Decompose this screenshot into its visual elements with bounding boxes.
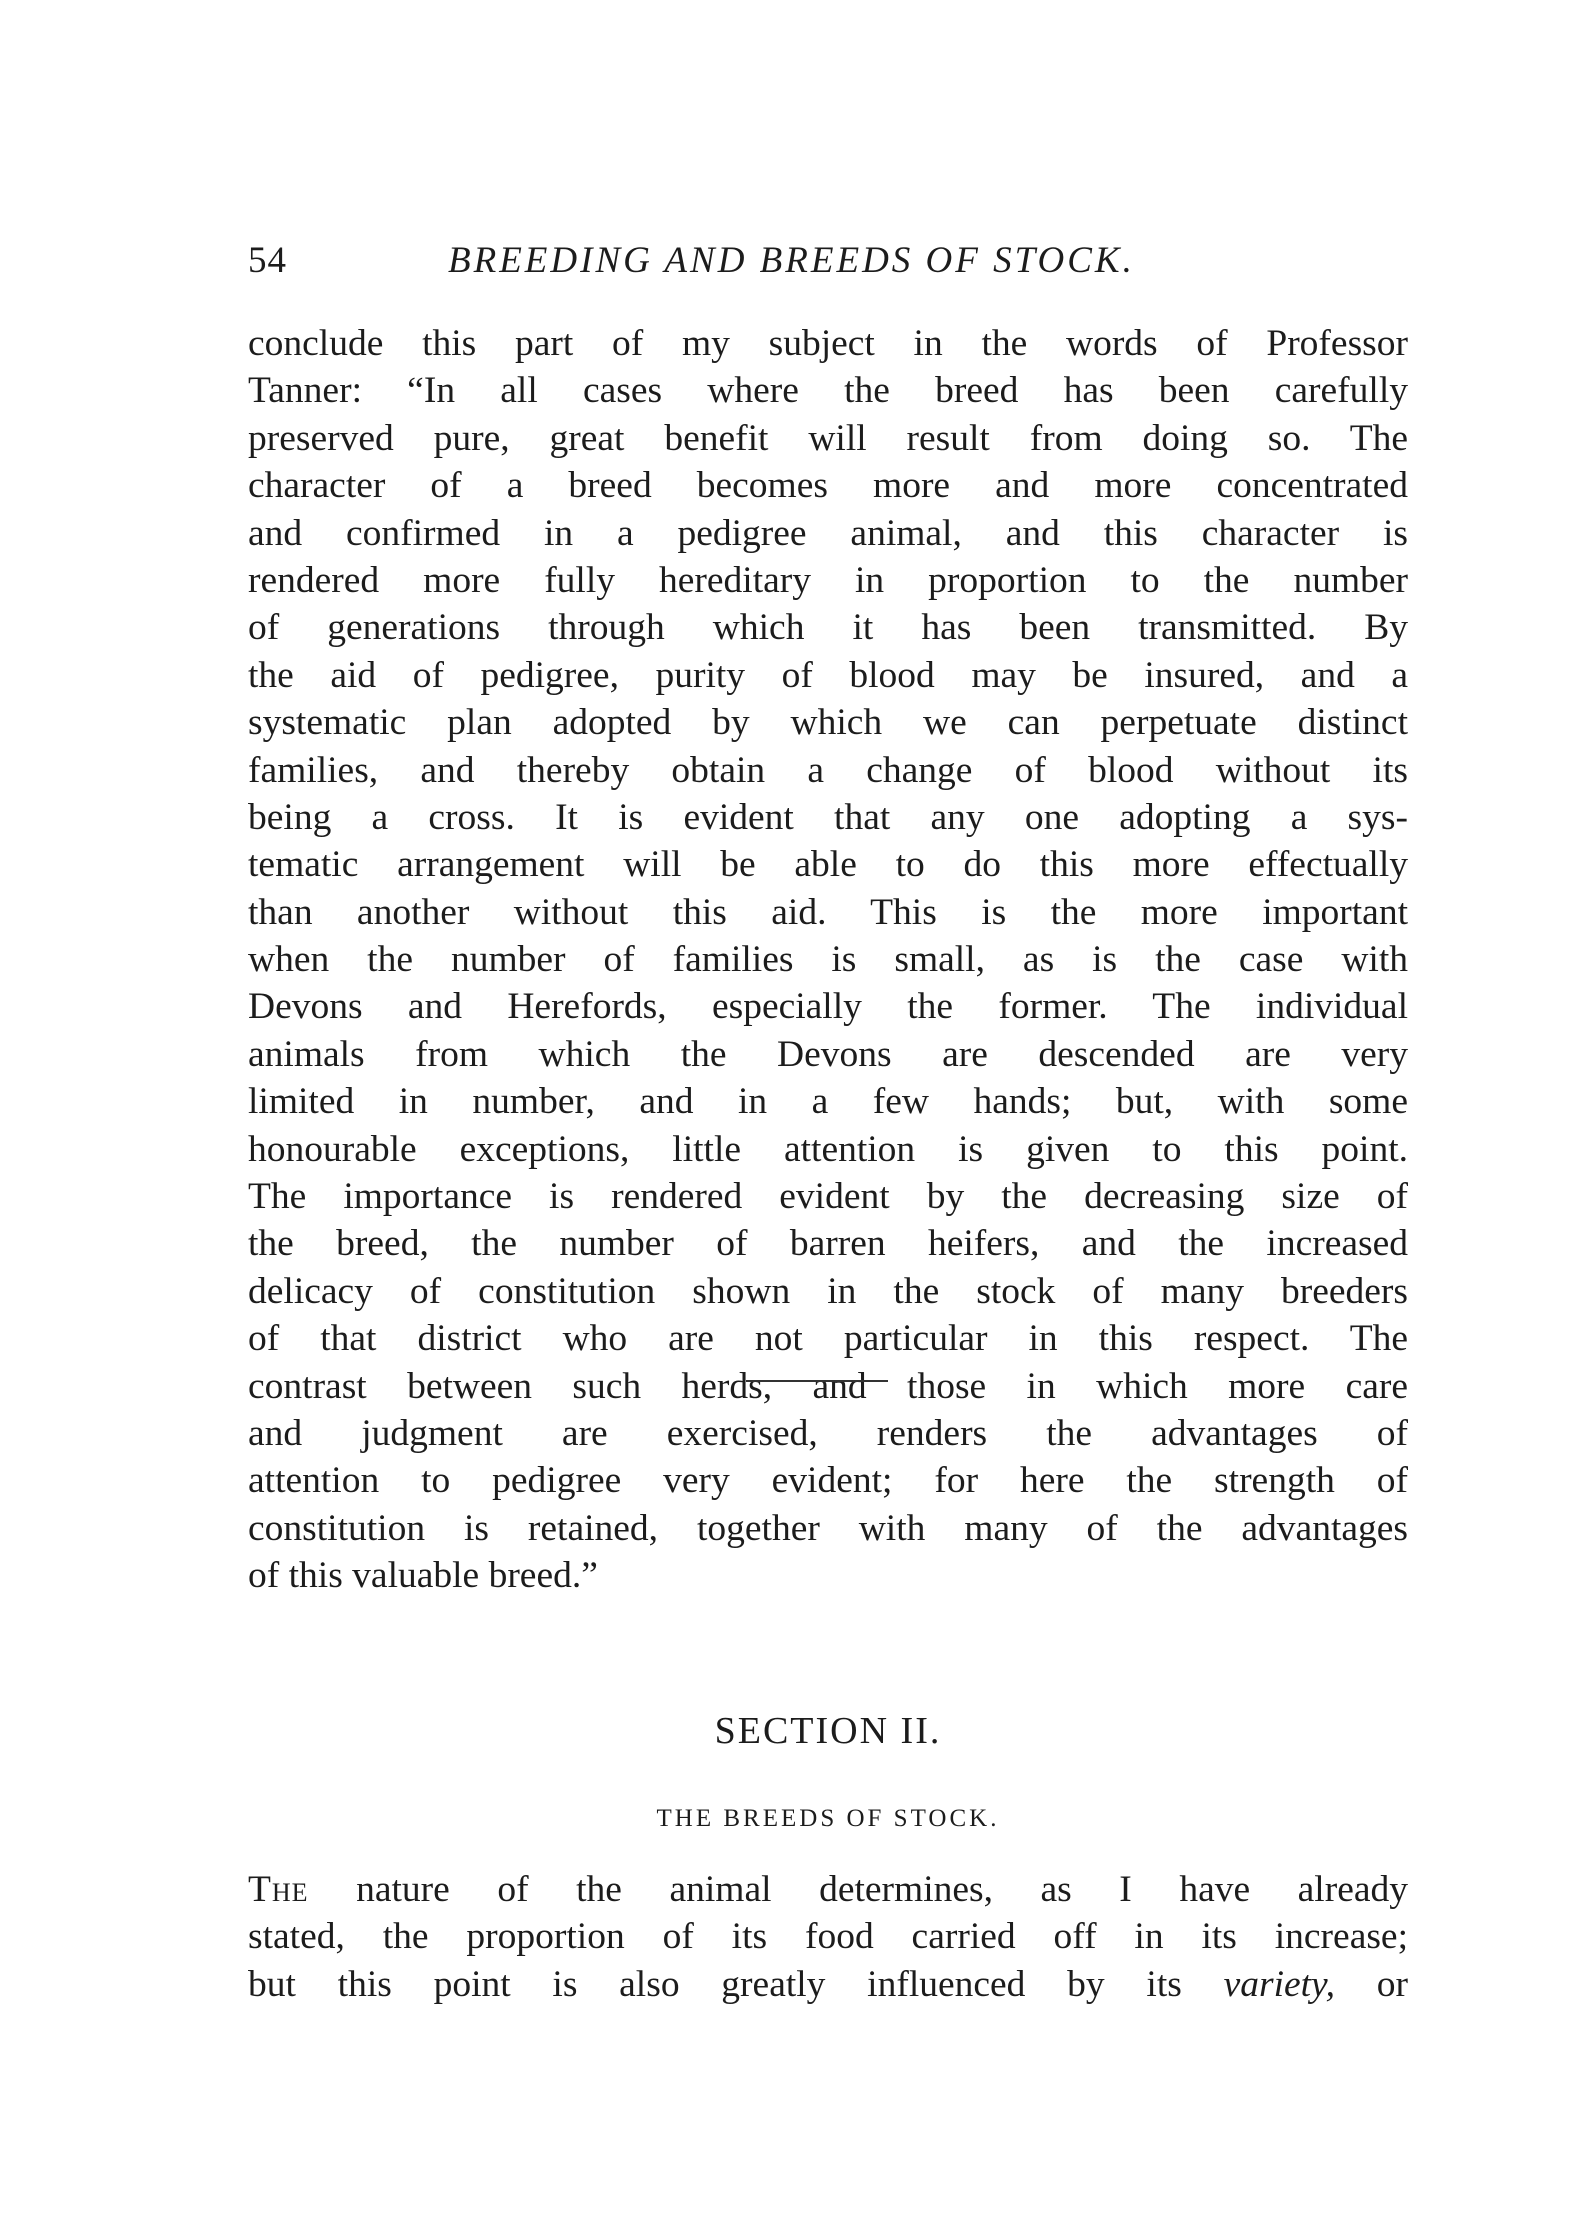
- text-line: of that district who are not particular in this respect. The: [248, 1318, 1408, 1360]
- text-line: conclude this part of my subject in the words of Professor: [248, 323, 1408, 364]
- text-line: The importance is rendered evident by the decreasing size of: [248, 1176, 1408, 1218]
- text-line: tematic arrangement will be able to do this more effectually: [248, 844, 1408, 886]
- text-line: stated, the proportion of its food carried off in its increase;: [248, 1916, 1408, 1958]
- text-line: Devons and Herefords, especially the former. The individual: [248, 986, 1408, 1028]
- text-line: rendered more fully hereditary in proportion to the number: [248, 559, 1408, 601]
- running-title: BREEDING AND BREEDS OF STOCK.: [448, 240, 1135, 281]
- text-line: character of a breed becomes more and more concentrated: [248, 465, 1408, 507]
- text-fragment: nature of the animal determines, as I have already: [308, 1869, 1408, 1910]
- text-line: of this valuable breed.”: [248, 1555, 598, 1597]
- text-line: Tanner: “In all cases where the breed has been carefully: [248, 370, 1408, 412]
- text-line: and judgment are exercised, renders the advantages of: [248, 1412, 1408, 1454]
- text-line: animals from which the Devons are descended are very: [248, 1033, 1408, 1075]
- section-subtitle: THE BREEDS OF STOCK.: [656, 1805, 1000, 1832]
- section-heading: SECTION II.: [714, 1710, 942, 1752]
- text-line: the breed, the number of barren heifers, and the increased: [248, 1223, 1408, 1265]
- text-line: attention to pedigree very evident; for here the strength of: [248, 1460, 1408, 1502]
- paragraph-professor-tanner-quote: [248, 320, 1408, 1600]
- text-line: limited in number, and in a few hands; but, with some: [248, 1081, 1408, 1123]
- text-line: systematic plan adopted by which we can perpetuate distinct: [248, 702, 1408, 744]
- running-header: [248, 236, 1408, 286]
- text-line: [248, 1866, 1408, 1913]
- text-fragment: but this point is also greatly influenced by its: [248, 1963, 1224, 2005]
- text-line: than another without this aid. This is the more important: [248, 891, 1408, 933]
- text-line: families, and thereby obtain a change of blood without its: [248, 749, 1408, 791]
- paragraph-breeds-of-stock: [248, 1866, 1408, 2008]
- text-line: [248, 1961, 1408, 2008]
- text-line: contrast between such herds, and those in which more care: [248, 1365, 1408, 1407]
- page-number: 54: [248, 240, 287, 281]
- text-line: honourable exceptions, little attention is given to this point.: [248, 1128, 1408, 1170]
- text-line: preserved pure, great benefit will result from doing so. The: [248, 417, 1408, 459]
- text-line: the aid of pedigree, purity of blood may be insured, and a: [248, 654, 1408, 696]
- text-fragment: or: [1335, 1963, 1408, 2005]
- text-line: constitution is retained, together with many of the advantages: [248, 1507, 1408, 1549]
- text-line: delicacy of constitution shown in the stock of many breeders: [248, 1270, 1408, 1312]
- text-line: and confirmed in a pedigree animal, and this character is: [248, 512, 1408, 554]
- text-line: being a cross. It is evident that any one adopting a sys-: [248, 796, 1408, 838]
- text-line: of generations through which it has been transmitted. By: [248, 607, 1408, 649]
- italic-word: variety,: [1223, 1963, 1335, 2005]
- section-separator-rule: [746, 1380, 888, 1382]
- text-line: when the number of families is small, as is the case with: [248, 939, 1408, 981]
- lead-word: The: [248, 1869, 309, 1910]
